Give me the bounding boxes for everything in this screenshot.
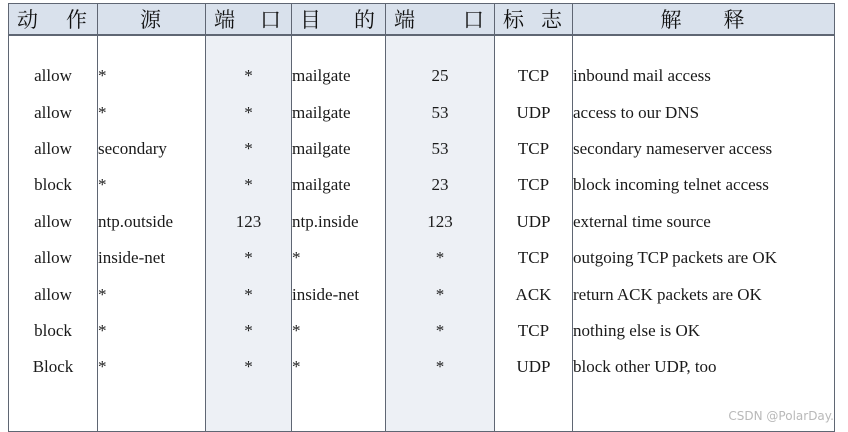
cell-source: *: [98, 58, 206, 94]
table-row: [9, 313, 835, 349]
cell-action: block: [9, 167, 98, 203]
cell-source-port: *: [206, 313, 292, 349]
header-source-port-char: 口: [260, 8, 281, 32]
header-destination: [292, 4, 386, 36]
header-action: [9, 4, 98, 36]
cell-source: *: [98, 94, 206, 130]
cell-description: nothing else is OK: [573, 313, 835, 349]
header-source-port: [206, 4, 292, 36]
cell-source: ntp.outside: [98, 204, 206, 240]
cell-source: secondary: [98, 131, 206, 167]
cell-source-port: *: [206, 276, 292, 312]
spacer-row: [9, 35, 835, 58]
cell-description: external time source: [573, 204, 835, 240]
cell-description: inbound mail access: [573, 58, 835, 94]
cell-destination: mailgate: [292, 131, 386, 167]
cell-action: allow: [9, 58, 98, 94]
cell-source: inside-net: [98, 240, 206, 276]
cell-source-port: *: [206, 94, 292, 130]
cell-destination: inside-net: [292, 276, 386, 312]
header-row: [9, 4, 835, 36]
cell-action: allow: [9, 276, 98, 312]
cell-destination-port: *: [386, 349, 495, 385]
cell-source-port: 123: [206, 204, 292, 240]
cell-source: *: [98, 313, 206, 349]
cell-destination: mailgate: [292, 167, 386, 203]
cell-destination: *: [292, 240, 386, 276]
cell-destination-port: 23: [386, 167, 495, 203]
cell-destination: mailgate: [292, 94, 386, 130]
cell-description: block incoming telnet access: [573, 167, 835, 203]
cell-destination: *: [292, 313, 386, 349]
cell-source-port: *: [206, 240, 292, 276]
cell-destination-port: *: [386, 313, 495, 349]
firewall-rules-table: [8, 3, 835, 432]
cell-action: allow: [9, 204, 98, 240]
table-body: [9, 35, 835, 431]
cell-action: allow: [9, 94, 98, 130]
cell-destination-port: 123: [386, 204, 495, 240]
cell-destination: *: [292, 349, 386, 385]
header-flags-char: 志: [541, 8, 562, 32]
cell-source: *: [98, 349, 206, 385]
cell-description: access to our DNS: [573, 94, 835, 130]
header-action-char: 动: [17, 8, 38, 32]
watermark: CSDN @PolarDay.: [728, 409, 834, 423]
table-row: [9, 349, 835, 385]
cell-description: secondary nameserver access: [573, 131, 835, 167]
table-row: [9, 94, 835, 130]
cell-source-port: *: [206, 349, 292, 385]
header-description: [573, 4, 835, 36]
header-source-char: 源: [140, 8, 161, 32]
header-description-char: 解: [660, 8, 682, 32]
cell-description: block other UDP, too: [573, 349, 835, 385]
header-flags: [495, 4, 573, 36]
tail-spacer-row: [9, 386, 835, 432]
cell-action: allow: [9, 131, 98, 167]
cell-destination-port: *: [386, 240, 495, 276]
table-row: [9, 240, 835, 276]
table-row: [9, 276, 835, 312]
table-header: [9, 4, 835, 36]
cell-flag: UDP: [495, 94, 573, 130]
cell-destination-port: *: [386, 276, 495, 312]
table-row: [9, 58, 835, 94]
header-description-char: 释: [723, 8, 745, 32]
cell-destination-port: 25: [386, 58, 495, 94]
cell-source-port: *: [206, 131, 292, 167]
cell-action: allow: [9, 240, 98, 276]
cell-flag: UDP: [495, 349, 573, 385]
cell-destination: ntp.inside: [292, 204, 386, 240]
header-destination-char: 的: [354, 8, 375, 32]
header-destination-port-char: 口: [463, 8, 484, 32]
cell-flag: TCP: [495, 167, 573, 203]
cell-source-port: *: [206, 167, 292, 203]
cell-flag: UDP: [495, 204, 573, 240]
header-source-port-char: 端: [214, 8, 235, 32]
cell-destination: mailgate: [292, 58, 386, 94]
cell-flag: TCP: [495, 313, 573, 349]
cell-destination-port: 53: [386, 131, 495, 167]
header-source: [98, 4, 206, 36]
cell-destination-port: 53: [386, 94, 495, 130]
cell-description: return ACK packets are OK: [573, 276, 835, 312]
cell-source-port: *: [206, 58, 292, 94]
table-row: [9, 204, 835, 240]
cell-flag: TCP: [495, 131, 573, 167]
cell-flag: TCP: [495, 58, 573, 94]
header-destination-port: [386, 4, 495, 36]
table-row: [9, 167, 835, 203]
header-destination-port-char: 端: [394, 8, 415, 32]
cell-source: *: [98, 167, 206, 203]
cell-source: *: [98, 276, 206, 312]
header-flags-char: 标: [503, 8, 524, 32]
table-row: [9, 131, 835, 167]
cell-flag: TCP: [495, 240, 573, 276]
cell-action: Block: [9, 349, 98, 385]
cell-flag: ACK: [495, 276, 573, 312]
header-destination-char: 目: [300, 8, 321, 32]
cell-description: outgoing TCP packets are OK: [573, 240, 835, 276]
cell-action: block: [9, 313, 98, 349]
header-action-char: 作: [66, 8, 87, 32]
